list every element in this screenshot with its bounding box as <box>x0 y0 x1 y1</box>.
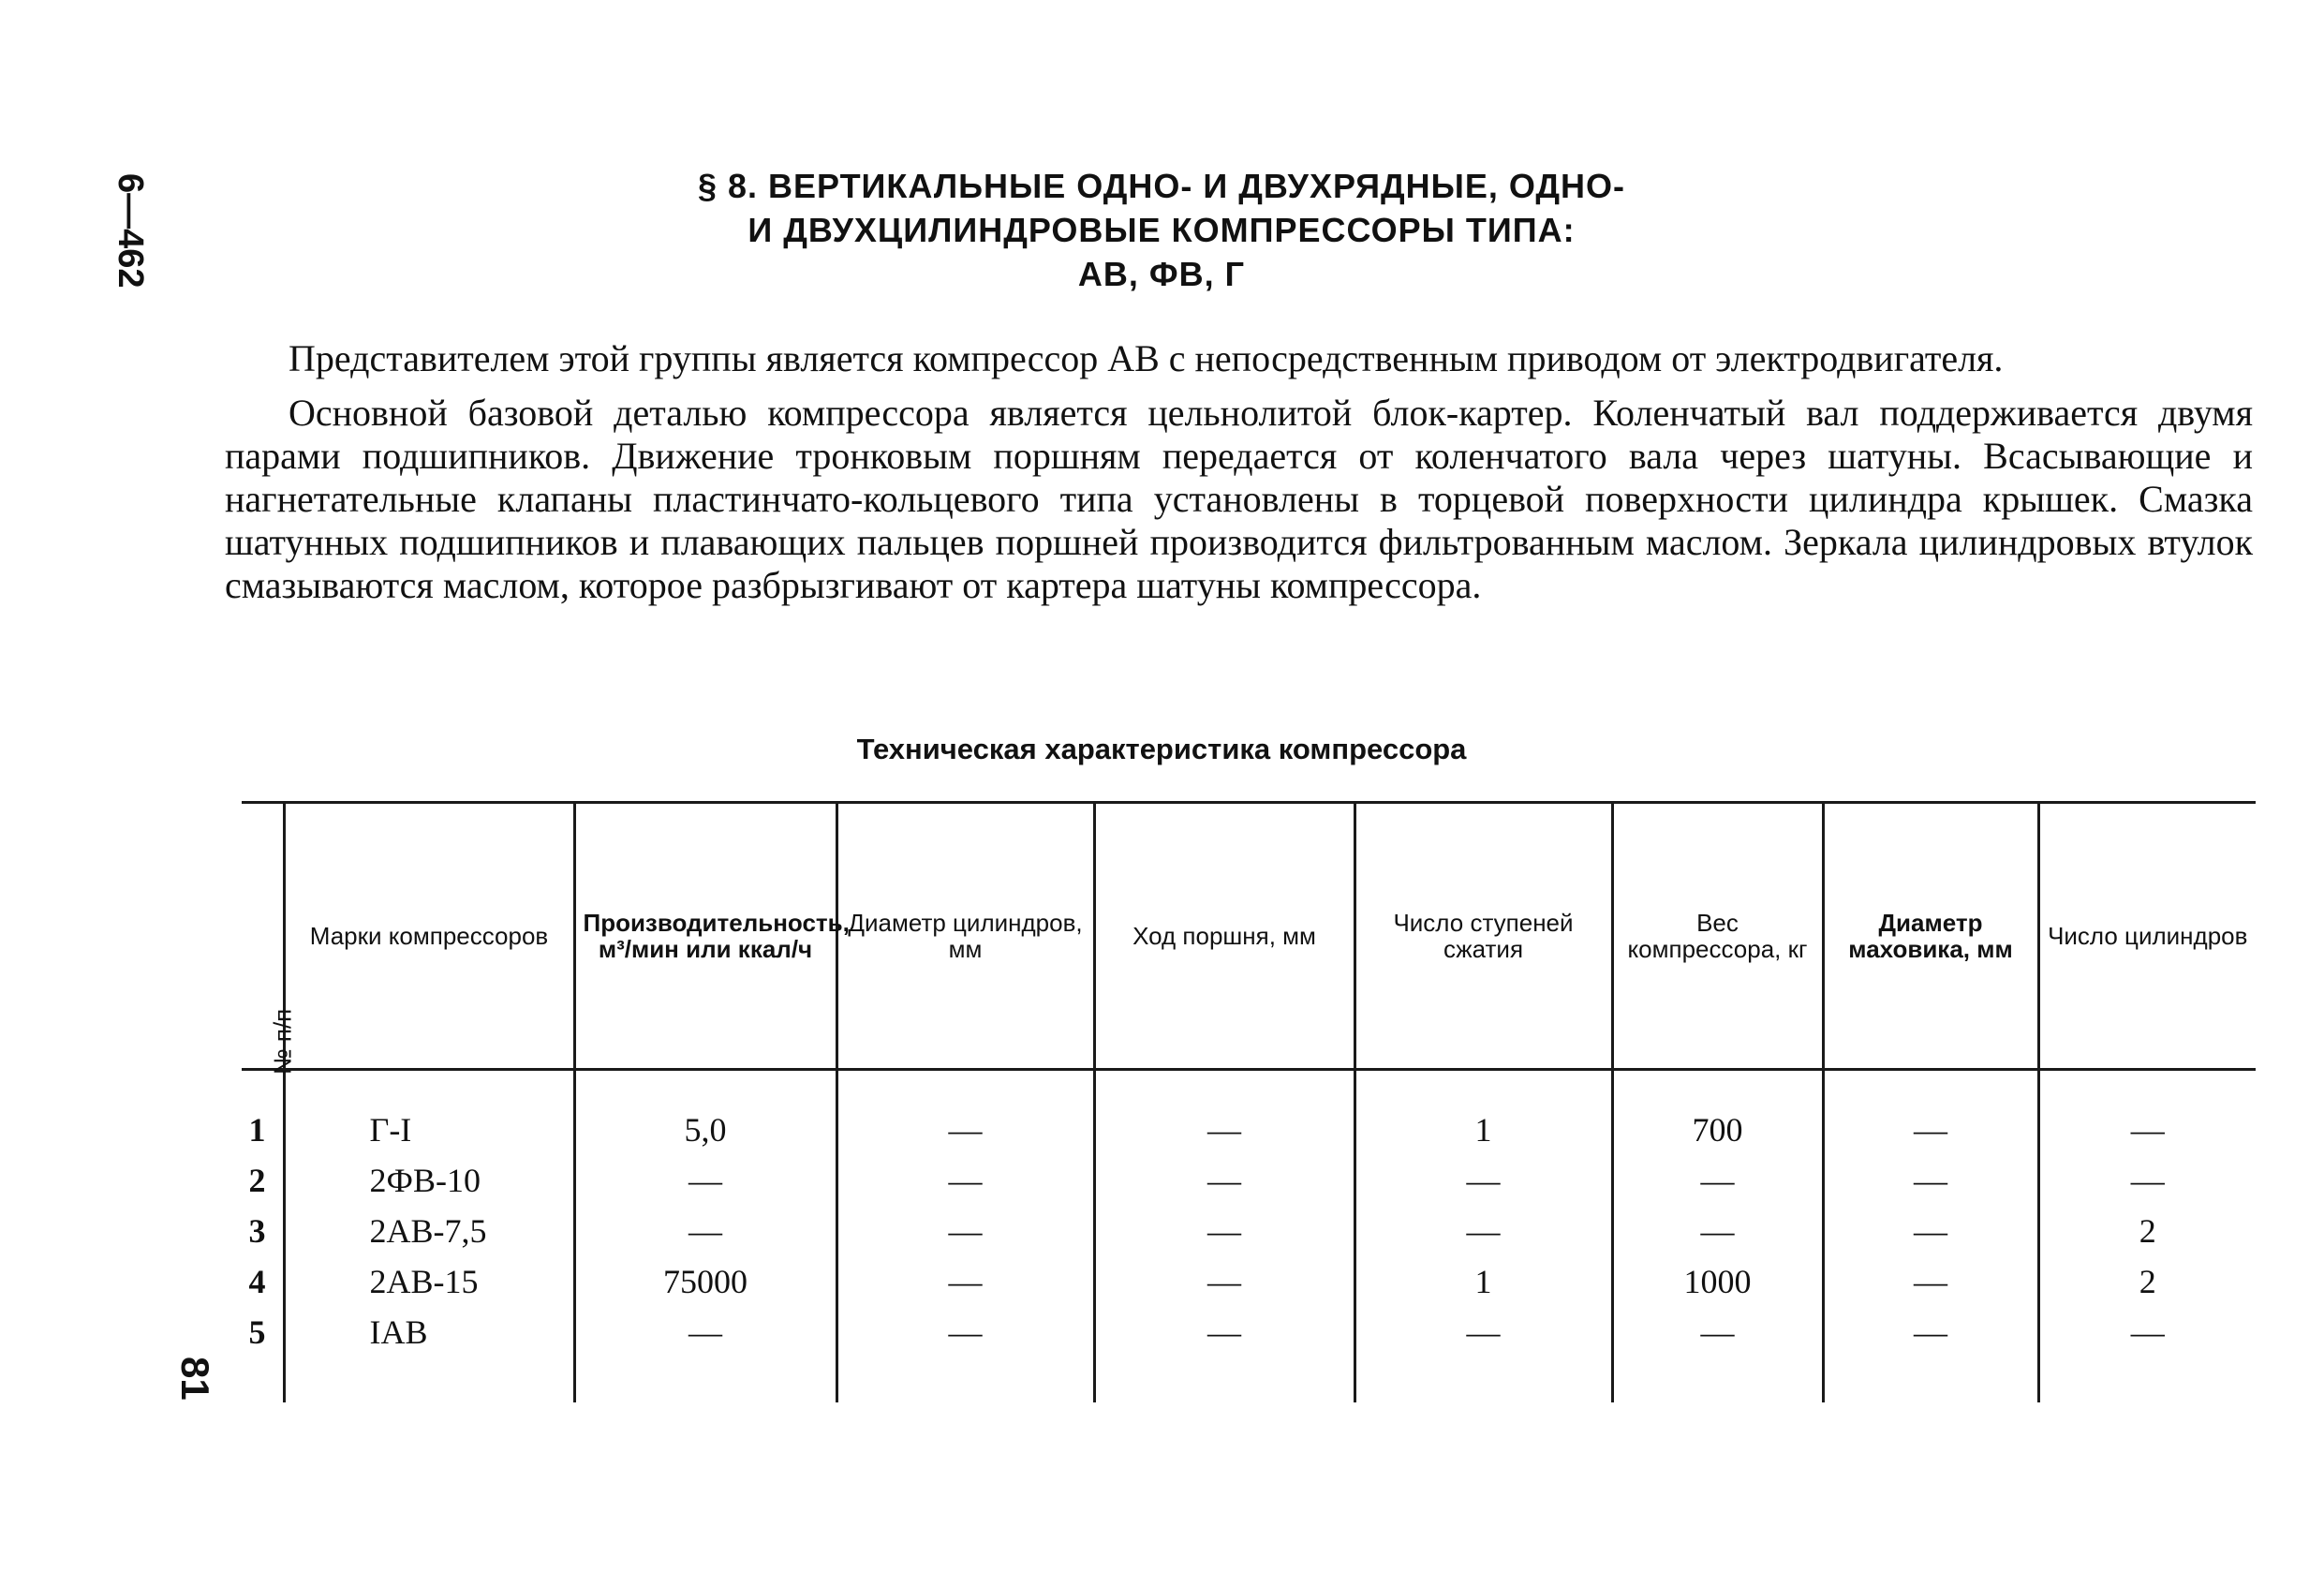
table-row <box>242 1206 2256 1256</box>
header-capacity: Производительность, м³/мин или ккал/ч <box>574 803 836 1070</box>
cell-cylinder-count: 2 <box>2038 1206 2256 1256</box>
section-title-line-3: АВ, ФВ, Г <box>1077 255 1246 293</box>
cell-compression-stages: — <box>1354 1206 1612 1256</box>
cell-number: 3 <box>248 1212 266 1250</box>
cell-weight: 700 <box>1612 1105 1823 1155</box>
section-title-line-1: § 8. ВЕРТИКАЛЬНЫЕ ОДНО- И ДВУХРЯДНЫЕ, ОДНО- <box>697 167 1626 205</box>
header-number: № п/п <box>242 803 284 1070</box>
document-code: 6—462 <box>111 173 150 289</box>
cell-number: 5 <box>248 1313 266 1351</box>
cell-cylinder-diameter: — <box>836 1105 1094 1155</box>
cell-piston-stroke: — <box>1094 1105 1354 1155</box>
header-compression-stages: Число ступеней сжатия <box>1354 803 1612 1070</box>
cell-weight: — <box>1612 1155 1823 1206</box>
cell-number: 2 <box>248 1162 266 1199</box>
table-spacer-row <box>242 1070 2256 1105</box>
spec-table <box>242 801 2256 1402</box>
cell-capacity: — <box>574 1307 836 1357</box>
cell-cylinder-count: — <box>2038 1307 2256 1357</box>
cell-flywheel-diameter: — <box>1823 1256 2038 1307</box>
cell-capacity: — <box>574 1155 836 1206</box>
cell-cylinder-diameter: — <box>836 1307 1094 1357</box>
cell-cylinder-count: — <box>2038 1105 2256 1155</box>
cell-flywheel-diameter: — <box>1823 1105 2038 1155</box>
cell-model: 2ФВ-10 <box>284 1155 574 1206</box>
cell-cylinder-diameter: — <box>836 1155 1094 1206</box>
cell-compression-stages: — <box>1354 1307 1612 1357</box>
cell-compression-stages: 1 <box>1354 1256 1612 1307</box>
cell-piston-stroke: — <box>1094 1155 1354 1206</box>
header-model: Марки компрессоров <box>284 803 574 1070</box>
cell-cylinder-diameter: — <box>836 1256 1094 1307</box>
cell-compression-stages: — <box>1354 1155 1612 1206</box>
cell-flywheel-diameter: — <box>1823 1206 2038 1256</box>
section-body <box>225 337 2253 618</box>
cell-capacity: — <box>574 1206 836 1256</box>
cell-cylinder-count: — <box>2038 1155 2256 1206</box>
table-header-row <box>242 803 2256 1070</box>
cell-compression-stages: 1 <box>1354 1105 1612 1155</box>
cell-number: 4 <box>248 1263 266 1300</box>
cell-model: IАВ <box>284 1307 574 1357</box>
header-cylinder-count: Число цилиндров <box>2038 803 2256 1070</box>
header-cylinder-diameter: Диаметр цилиндров, мм <box>836 803 1094 1070</box>
cell-model: 2АВ-7,5 <box>284 1206 574 1256</box>
cell-flywheel-diameter: — <box>1823 1155 2038 1206</box>
cell-cylinder-count: 2 <box>2038 1256 2256 1307</box>
table-title: Техническая характеристика компрессора <box>856 733 1467 765</box>
paragraph-description: Основной базовой деталью компрессора является цельнолитой блок-картер. Коленчатый вал поддерживается двумя парами подшипников. Движение тронковым поршням передается от коленчатого вала через шатуны. Всасывающие и нагнетательные клапаны пластинчато-кольцевого типа установлены в торцевой поверхности цилиндра крышек. Смазка шатунных подшипников и плавающих пальцев поршней производится фильтрованным маслом. Зеркала цилиндровых втулок смазываются маслом, которое разбрызгивают от картера шатуны компрессора. <box>225 392 2253 606</box>
cell-flywheel-diameter: — <box>1823 1307 2038 1357</box>
cell-piston-stroke: — <box>1094 1307 1354 1357</box>
cell-number: 1 <box>248 1111 266 1149</box>
cell-capacity: 5,0 <box>574 1105 836 1155</box>
table-row <box>242 1105 2256 1155</box>
page-number: 81 <box>173 1357 217 1401</box>
cell-weight: 1000 <box>1612 1256 1823 1307</box>
table-row <box>242 1307 2256 1357</box>
cell-weight: — <box>1612 1206 1823 1256</box>
section-title-line-2: И ДВУХЦИЛИНДРОВЫЕ КОМПРЕССОРЫ ТИПА: <box>748 211 1576 249</box>
section-title <box>656 164 1667 296</box>
header-piston-stroke: Ход поршня, мм <box>1094 803 1354 1070</box>
cell-piston-stroke: — <box>1094 1256 1354 1307</box>
header-flywheel-diameter: Диаметр маховика, мм <box>1823 803 2038 1070</box>
cell-weight: — <box>1612 1307 1823 1357</box>
paragraph-intro: Представителем этой группы является компрессор АВ с непосредственным приводом от электродвигателя. <box>289 337 2004 379</box>
table-spacer-row <box>242 1357 2256 1402</box>
cell-model: Г-I <box>284 1105 574 1155</box>
table-row <box>242 1256 2256 1307</box>
cell-piston-stroke: — <box>1094 1206 1354 1256</box>
cell-capacity: 75000 <box>574 1256 836 1307</box>
cell-model: 2АВ-15 <box>284 1256 574 1307</box>
table-row <box>242 1155 2256 1206</box>
cell-cylinder-diameter: — <box>836 1206 1094 1256</box>
header-weight: Вес компрессора, кг <box>1612 803 1823 1070</box>
